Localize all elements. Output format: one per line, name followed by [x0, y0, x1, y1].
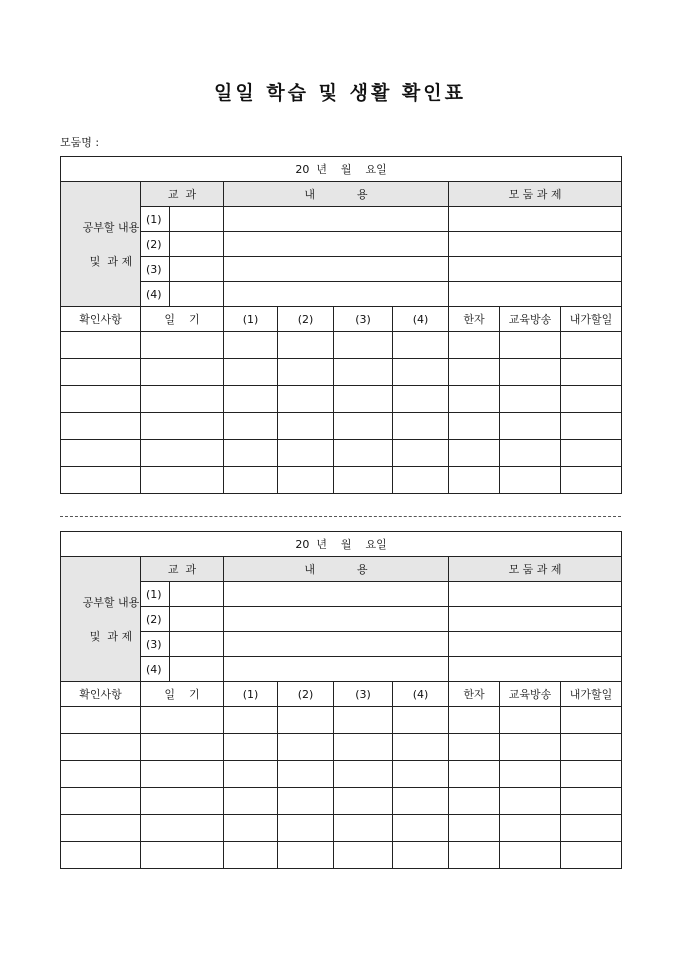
subject-cell[interactable]: [170, 232, 224, 257]
group-task-cell[interactable]: [449, 232, 622, 257]
entry-cell[interactable]: [61, 386, 141, 413]
table-row: [61, 707, 622, 734]
entry-cell[interactable]: [449, 788, 500, 815]
entry-cell[interactable]: [141, 467, 224, 494]
entry-cell[interactable]: [278, 761, 334, 788]
row-number: (3): [141, 632, 170, 657]
entry-cell[interactable]: [278, 386, 334, 413]
check-col-3-header: (3): [334, 682, 393, 707]
entry-cell[interactable]: [334, 440, 393, 467]
entry-cell[interactable]: [141, 734, 224, 761]
entry-cell[interactable]: [500, 413, 561, 440]
entry-cell[interactable]: [278, 815, 334, 842]
entry-cell[interactable]: [224, 788, 278, 815]
entry-cell[interactable]: [393, 707, 449, 734]
entry-cell[interactable]: [561, 815, 622, 842]
entry-cell[interactable]: [224, 440, 278, 467]
entry-cell[interactable]: [278, 359, 334, 386]
broadcast-header: 교육방송: [500, 307, 561, 332]
entry-cell[interactable]: [61, 788, 141, 815]
group-task-header: 모 둠 과 제: [449, 182, 622, 207]
entry-cell[interactable]: [224, 386, 278, 413]
content-cell[interactable]: [224, 282, 449, 307]
entry-cell[interactable]: [141, 842, 224, 869]
entry-cell[interactable]: [141, 761, 224, 788]
entry-cell[interactable]: [334, 467, 393, 494]
subject-header: 교 과: [141, 557, 224, 582]
tomorrow-header: 내가할일: [561, 682, 622, 707]
entry-cell[interactable]: [500, 734, 561, 761]
check-col-4-header: (4): [393, 307, 449, 332]
entry-cell[interactable]: [449, 359, 500, 386]
subject-cell[interactable]: [170, 607, 224, 632]
entry-cell[interactable]: [561, 842, 622, 869]
entry-cell[interactable]: [224, 734, 278, 761]
entry-cell[interactable]: [278, 842, 334, 869]
entry-cell[interactable]: [224, 467, 278, 494]
entry-cell[interactable]: [449, 761, 500, 788]
entry-cell[interactable]: [334, 734, 393, 761]
entry-cell[interactable]: [334, 386, 393, 413]
hanja-header: 한자: [449, 682, 500, 707]
content-header: 내 용: [224, 557, 449, 582]
entry-cell[interactable]: [61, 413, 141, 440]
entry-cell[interactable]: [278, 467, 334, 494]
diary-header: 일 기: [141, 307, 224, 332]
content-cell[interactable]: [224, 232, 449, 257]
table-row: [61, 842, 622, 869]
entry-cell[interactable]: [61, 332, 141, 359]
table-row: [61, 761, 622, 788]
group-task-cell[interactable]: [449, 582, 622, 607]
entry-cell[interactable]: [141, 386, 224, 413]
subject-cell[interactable]: [170, 632, 224, 657]
row-number: (1): [141, 207, 170, 232]
table-row: [61, 359, 622, 386]
entry-cell[interactable]: [449, 413, 500, 440]
subject-cell[interactable]: [170, 582, 224, 607]
table-row: [61, 734, 622, 761]
entry-cell[interactable]: [334, 359, 393, 386]
check-col-2-header: (2): [278, 682, 334, 707]
entry-cell[interactable]: [449, 734, 500, 761]
table-row: [61, 467, 622, 494]
entry-cell[interactable]: [61, 815, 141, 842]
entry-cell[interactable]: [278, 332, 334, 359]
daily-check-form-2: [60, 531, 622, 869]
entry-cell[interactable]: [500, 815, 561, 842]
entry-cell[interactable]: [334, 842, 393, 869]
entry-cell[interactable]: [334, 788, 393, 815]
entry-cell[interactable]: [500, 467, 561, 494]
group-task-cell[interactable]: [449, 632, 622, 657]
entry-cell[interactable]: [561, 788, 622, 815]
content-cell[interactable]: [224, 657, 449, 682]
check-col-4-header: (4): [393, 682, 449, 707]
entry-cell[interactable]: [449, 332, 500, 359]
check-col-2-header: (2): [278, 307, 334, 332]
entry-cell[interactable]: [500, 842, 561, 869]
row-number: (2): [141, 607, 170, 632]
entry-cell[interactable]: [278, 707, 334, 734]
table-row: [61, 413, 622, 440]
entry-cell[interactable]: [224, 413, 278, 440]
entry-cell[interactable]: [393, 761, 449, 788]
entry-cell[interactable]: [449, 707, 500, 734]
entry-cell[interactable]: [334, 815, 393, 842]
content-cell[interactable]: [224, 632, 449, 657]
check-col-3-header: (3): [334, 307, 393, 332]
entry-cell[interactable]: [500, 359, 561, 386]
entry-cell[interactable]: [561, 386, 622, 413]
entry-cell[interactable]: [61, 359, 141, 386]
entry-cell[interactable]: [500, 761, 561, 788]
entry-cell[interactable]: [61, 467, 141, 494]
subject-cell[interactable]: [170, 657, 224, 682]
broadcast-header: 교육방송: [500, 682, 561, 707]
entry-cell[interactable]: [393, 386, 449, 413]
entry-cell[interactable]: [224, 707, 278, 734]
entry-cell[interactable]: [561, 440, 622, 467]
content-header: 내 용: [224, 182, 449, 207]
entry-cell[interactable]: [278, 788, 334, 815]
entry-cell[interactable]: [141, 815, 224, 842]
entry-cell[interactable]: [224, 332, 278, 359]
subject-cell[interactable]: [170, 257, 224, 282]
group-task-cell[interactable]: [449, 657, 622, 682]
row-number: (4): [141, 282, 170, 307]
entry-cell[interactable]: [141, 440, 224, 467]
entry-cell[interactable]: [393, 734, 449, 761]
daily-check-form-1: [60, 156, 622, 494]
entry-cell[interactable]: [334, 761, 393, 788]
study-label: [61, 182, 141, 307]
entry-cell[interactable]: [500, 788, 561, 815]
entry-cell[interactable]: [393, 413, 449, 440]
entry-cell[interactable]: [224, 761, 278, 788]
table-row: [61, 815, 622, 842]
entry-cell[interactable]: [500, 707, 561, 734]
group-task-cell[interactable]: [449, 282, 622, 307]
row-number: (2): [141, 232, 170, 257]
tomorrow-header: 내가할일: [561, 307, 622, 332]
date-line[interactable]: 20 년 월 요일: [61, 157, 622, 182]
entry-cell[interactable]: [278, 440, 334, 467]
entry-cell[interactable]: [393, 467, 449, 494]
check-col-1-header: (1): [224, 682, 278, 707]
table-row: [61, 386, 622, 413]
entry-cell[interactable]: [449, 815, 500, 842]
check-col-1-header: (1): [224, 307, 278, 332]
cut-line-divider: [60, 516, 621, 517]
subject-cell[interactable]: [170, 282, 224, 307]
entry-cell[interactable]: [278, 413, 334, 440]
entry-cell[interactable]: [61, 734, 141, 761]
entry-cell[interactable]: [500, 386, 561, 413]
content-cell[interactable]: [224, 207, 449, 232]
entry-cell[interactable]: [334, 413, 393, 440]
entry-cell[interactable]: [61, 842, 141, 869]
entry-cell[interactable]: [449, 467, 500, 494]
table-row: [61, 440, 622, 467]
page-title: 일일 학습 및 생활 확인표: [214, 82, 466, 104]
entry-cell[interactable]: [278, 734, 334, 761]
row-number: (4): [141, 657, 170, 682]
entry-cell[interactable]: [393, 842, 449, 869]
group-task-header: 모 둠 과 제: [449, 557, 622, 582]
entry-cell[interactable]: [393, 815, 449, 842]
entry-cell[interactable]: [141, 788, 224, 815]
entry-cell[interactable]: [61, 707, 141, 734]
subject-cell[interactable]: [170, 207, 224, 232]
group-task-cell[interactable]: [449, 607, 622, 632]
entry-cell[interactable]: [334, 707, 393, 734]
entry-cell[interactable]: [393, 359, 449, 386]
entry-cell[interactable]: [561, 413, 622, 440]
row-number: (1): [141, 582, 170, 607]
table-row: [61, 788, 622, 815]
entry-cell[interactable]: [393, 788, 449, 815]
entry-cell[interactable]: [224, 815, 278, 842]
entry-cell[interactable]: [141, 359, 224, 386]
entry-cell[interactable]: [393, 440, 449, 467]
entry-cell[interactable]: [500, 332, 561, 359]
hanja-header: 한자: [449, 307, 500, 332]
study-label-line1: 공부할 내용: [82, 220, 140, 234]
entry-cell[interactable]: [61, 440, 141, 467]
entry-cell[interactable]: [561, 734, 622, 761]
check-header: 확인사항: [61, 307, 141, 332]
entry-cell[interactable]: [449, 440, 500, 467]
row-number: (3): [141, 257, 170, 282]
entry-cell[interactable]: [141, 413, 224, 440]
diary-header: 일 기: [141, 682, 224, 707]
entry-cell[interactable]: [561, 707, 622, 734]
entry-cell[interactable]: [500, 440, 561, 467]
entry-cell[interactable]: [561, 761, 622, 788]
study-label-line1: 공부할 내용: [82, 595, 140, 609]
entry-cell[interactable]: [561, 467, 622, 494]
content-cell[interactable]: [224, 607, 449, 632]
entry-cell[interactable]: [561, 359, 622, 386]
entry-cell[interactable]: [334, 332, 393, 359]
table-row: [61, 332, 622, 359]
entry-cell[interactable]: [141, 332, 224, 359]
entry-cell[interactable]: [561, 332, 622, 359]
entry-cell[interactable]: [449, 842, 500, 869]
study-label-line2: 및 과 제: [89, 254, 133, 268]
group-task-cell[interactable]: [449, 257, 622, 282]
group-name-label: 모둠명 :: [60, 136, 100, 149]
entry-cell[interactable]: [393, 332, 449, 359]
entry-cell[interactable]: [61, 761, 141, 788]
entry-cell[interactable]: [224, 842, 278, 869]
group-task-cell[interactable]: [449, 207, 622, 232]
content-cell[interactable]: [224, 582, 449, 607]
content-cell[interactable]: [224, 257, 449, 282]
entry-cell[interactable]: [449, 386, 500, 413]
subject-header: 교 과: [141, 182, 224, 207]
entry-cell[interactable]: [224, 359, 278, 386]
study-label-line2: 및 과 제: [89, 629, 133, 643]
check-header: 확인사항: [61, 682, 141, 707]
date-line[interactable]: 20 년 월 요일: [61, 532, 622, 557]
entry-cell[interactable]: [141, 707, 224, 734]
study-label: [61, 557, 141, 682]
